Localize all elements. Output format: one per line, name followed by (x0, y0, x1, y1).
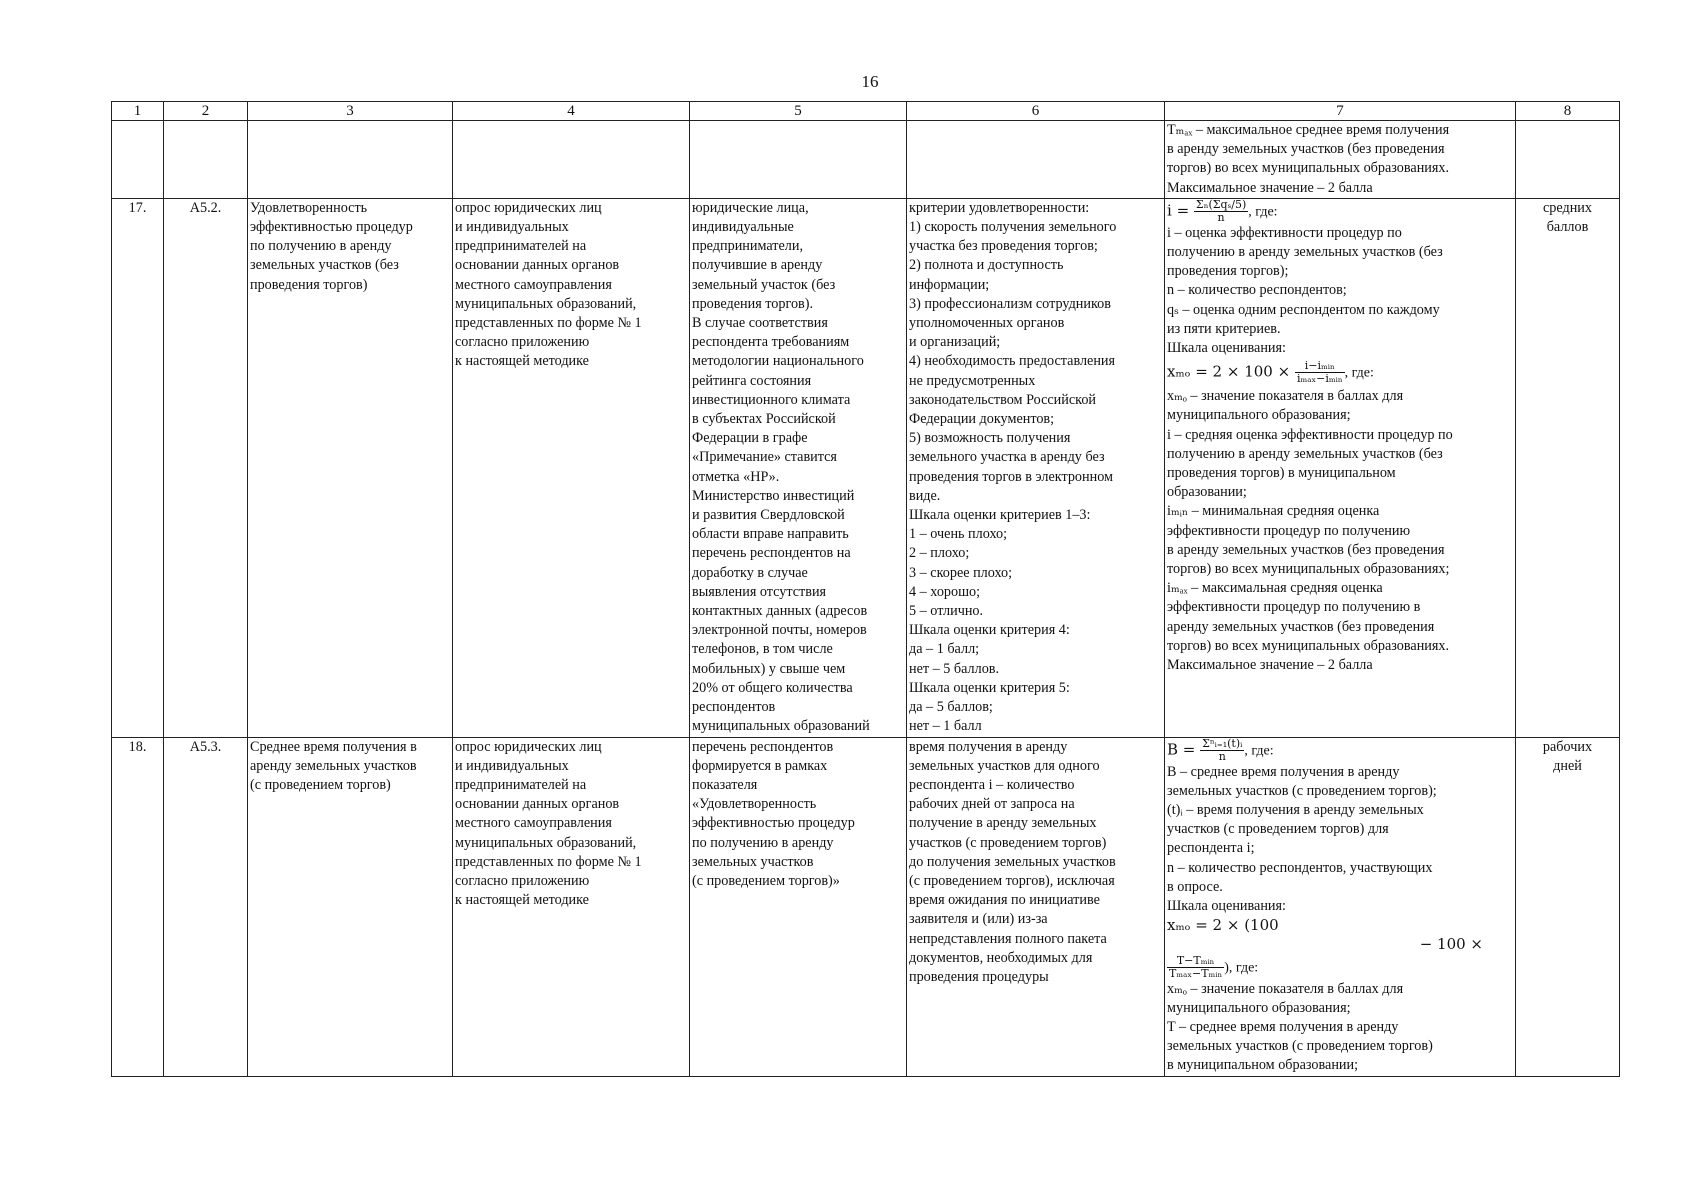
text-line: земельных участков (с проведением торгов); (1167, 782, 1437, 799)
text-line: земельных участков (692, 853, 814, 870)
text-line: документов, необходимых для (909, 949, 1093, 966)
text-line: к настоящей методике (455, 353, 589, 370)
text-line: основании данных органов (455, 257, 620, 274)
text-line: «Удовлетворенность (692, 796, 817, 813)
unit-line: баллов (1546, 219, 1589, 236)
column-number: 6 (907, 102, 1165, 121)
cell-method (453, 737, 690, 1076)
text-line: нет – 5 баллов. (909, 660, 1000, 677)
formula-lhs: i = (1167, 201, 1190, 220)
cell-unit (1516, 198, 1620, 737)
text-line: местного самоуправления (455, 815, 612, 832)
calc-description (1167, 980, 1513, 1076)
unit-line: дней (1553, 757, 1582, 774)
text-line: n – количество респондентов; (1167, 282, 1347, 299)
text-line: проведения торгов) (250, 276, 368, 293)
cell-empty (112, 121, 164, 199)
text-line: земельный участок (без (692, 276, 836, 293)
text-line: эффективности процедур по получению (1167, 522, 1411, 539)
text-line: аренду земельных участков (без проведения (1167, 618, 1435, 635)
formula-lhs: B = (1167, 740, 1196, 758)
text-line: Шкала оценивания: (1167, 340, 1286, 357)
formula-denominator: n (1218, 749, 1226, 763)
cell-empty (453, 121, 690, 199)
text-line: уполномоченных органов (909, 315, 1065, 332)
column-number: 3 (248, 102, 453, 121)
text-line: выявления отсутствия (692, 583, 827, 600)
text-line: эффективности процедур по получению в (1167, 599, 1421, 616)
text-line: Федерации документов; (909, 411, 1055, 428)
text-line: образовании; (1167, 484, 1247, 501)
text-line: земельных участков (с проведением торгов) (1167, 1038, 1433, 1055)
text-line: предпринимателей на (455, 776, 587, 793)
text-line: торгов) во всех муниципальных образованиях. (1167, 637, 1450, 654)
text-line: респондентов (692, 699, 776, 716)
unit-line: рабочих (1542, 738, 1593, 755)
text-line: формируется в рамках (692, 757, 828, 774)
text-line: 20% от общего количества (692, 679, 853, 696)
text-line: Максимальное значение – 2 балла (1167, 657, 1373, 674)
text-line: доработку в случае (692, 564, 808, 581)
formula-denominator: iₘₐₓ−iₘᵢₙ (1296, 372, 1343, 386)
column-number: 2 (164, 102, 248, 121)
text-line: да – 5 баллов; (909, 699, 993, 716)
text-line: Удовлетворенность (250, 199, 368, 216)
text-line: Шкала оценки критерия 5: (909, 679, 1070, 696)
cell-empty (248, 121, 453, 199)
text-line: согласно приложению (455, 872, 590, 889)
text-line: iₘₐₓ – максимальная средняя оценка (1167, 580, 1383, 597)
formula-numerator: Σₙ(Σqₛ/5) (1195, 197, 1247, 211)
text-line: проведения торгов); (1167, 263, 1289, 280)
page-number: 16 (861, 72, 879, 91)
formula-numerator: Σⁿᵢ₌₁(t)ᵢ (1202, 736, 1243, 750)
cell-code: А5.3. (164, 737, 248, 1076)
text-line: в аренду земельных участков (без проведения (1167, 141, 1445, 158)
text-line: Tₘₐₓ – максимальное среднее время получения (1167, 122, 1450, 138)
text-line: представленных по форме № 1 (455, 315, 642, 332)
text-line: телефонов, в том числе (692, 641, 833, 658)
text-line: n – количество респондентов, участвующих (1167, 859, 1433, 876)
text-line: методологии национального (692, 353, 864, 370)
text-line: эффективностью процедур (692, 815, 855, 832)
text-line: рабочих дней от запроса на (909, 796, 1075, 813)
text-line: и организаций; (909, 334, 1001, 351)
cell-method (453, 198, 690, 737)
text-line: i – средняя оценка эффективности процедур по (1167, 426, 1453, 443)
table-row-18 (112, 737, 1620, 1076)
text-line: T – среднее время получения в аренду (1167, 1018, 1399, 1035)
text-line: опрос юридических лиц (455, 738, 602, 755)
text-line: 1 – очень плохо; (909, 526, 1008, 543)
text-line: да – 1 балл; (909, 641, 980, 658)
table-row-continuation (112, 121, 1620, 199)
formula-fraction (1167, 955, 1224, 980)
text-line: участков (с проведением торгов) для (1167, 821, 1389, 838)
cell-calculation (1165, 737, 1516, 1076)
column-number: 8 (1516, 102, 1620, 121)
text-line: согласно приложению (455, 334, 590, 351)
text-line: получению в аренду земельных участков (без (1167, 445, 1443, 462)
text-line: qₛ – оценка одним респондентом по каждому (1167, 301, 1440, 318)
text-line: 4 – хорошо; (909, 583, 981, 600)
text-line: 2 – плохо; (909, 545, 970, 562)
cell-criteria (907, 198, 1165, 737)
text-line: не предусмотренных (909, 372, 1036, 389)
cell-subjects (690, 198, 907, 737)
text-line: земельных участков (без (250, 257, 399, 274)
text-line: рейтинга состояния (692, 372, 812, 389)
text-line: аренду земельных участков (250, 757, 417, 774)
text-line: муниципальных образований (692, 718, 870, 735)
text-line: xₘₒ – значение показателя в баллах для (1167, 388, 1404, 405)
text-line: респондента i – количество (909, 776, 1075, 793)
text-line: области вправе направить (692, 526, 849, 543)
text-line: проведения процедуры (909, 968, 1049, 985)
text-line: 1) скорость получения земельного (909, 219, 1117, 236)
text-line: нет – 1 балл (909, 718, 982, 735)
text-line: контактных данных (адресов (692, 603, 868, 620)
formula-tail: , где: (1344, 365, 1374, 381)
text-line: эффективностью процедур (250, 219, 413, 236)
text-line: «Примечание» ставится (692, 449, 837, 466)
formula-i (1167, 199, 1513, 224)
text-line: критерии удовлетворенности: (909, 199, 1090, 216)
text-line: Шкала оценки критерия 4: (909, 622, 1070, 639)
cell-calculation (1165, 198, 1516, 737)
text-line: показателя (692, 776, 758, 793)
text-line: муниципального образования; (1167, 407, 1351, 424)
text-line: к настоящей методике (455, 892, 589, 909)
text-line: получившие в аренду (692, 257, 823, 274)
text-line: виде. (909, 487, 941, 504)
column-number: 5 (690, 102, 907, 121)
text-line: B – среднее время получения в аренду (1167, 763, 1400, 780)
text-line: xₘₒ – значение показателя в баллах для (1167, 980, 1404, 997)
text-line: получение в аренду земельных (909, 815, 1097, 832)
calc-description (1167, 387, 1513, 675)
text-line: индивидуальные (692, 219, 794, 236)
column-number: 1 (112, 102, 164, 121)
cell-code: А5.2. (164, 198, 248, 737)
cell-row-number: 17. (112, 198, 164, 737)
text-line: время получения в аренду (909, 738, 1068, 755)
text-line: предприниматели, (692, 238, 804, 255)
formula-fraction (1194, 199, 1248, 224)
text-line: респондента i; (1167, 840, 1255, 857)
text-line: Максимальное значение – 2 балла (1167, 179, 1373, 196)
text-line: муниципальных образований, (455, 834, 637, 851)
formula-denominator: Tₘₐₓ−Tₘᵢₙ (1169, 966, 1223, 980)
cell-indicator-name (248, 198, 453, 737)
text-line: (t)ᵢ – время получения в аренду земельных (1167, 801, 1424, 818)
text-line: перечень респондентов на (692, 545, 851, 562)
text-line: представленных по форме № 1 (455, 853, 642, 870)
text-line: информации; (909, 276, 990, 293)
text-line: 3) профессионализм сотрудников (909, 295, 1111, 312)
text-line: в аренду земельных участков (без проведения (1167, 541, 1445, 558)
calc-description (1167, 224, 1513, 358)
text-line: и развития Свердловской (692, 507, 845, 524)
text-line: Шкала оценки критериев 1–3: (909, 507, 1091, 524)
text-line: торгов) во всех муниципальных образованиях; (1167, 561, 1450, 578)
text-line: основании данных органов (455, 796, 620, 813)
text-line: Министерство инвестиций (692, 487, 855, 504)
text-line: 5 – отлично. (909, 603, 984, 620)
text-line: (с проведением торгов) (250, 776, 391, 793)
text-line: 2) полнота и доступность (909, 257, 1064, 274)
calc-description (1167, 763, 1513, 917)
text-line: проведения торгов в электронном (909, 468, 1113, 485)
text-line: получению в аренду земельных участков (без (1167, 244, 1443, 261)
text-line: мобильных) у свыше чем (692, 660, 846, 677)
text-line: в опросе. (1167, 878, 1223, 895)
cell-unit (1516, 737, 1620, 1076)
cell-empty (164, 121, 248, 199)
text-line: 3 – скорее плохо; (909, 564, 1013, 581)
text-line: непредставления полного пакета (909, 930, 1107, 947)
text-line: и индивидуальных (455, 757, 569, 774)
text-line: Среднее время получения в (250, 738, 417, 755)
text-line: Шкала оценивания: (1167, 897, 1286, 914)
text-line: инвестиционного климата (692, 391, 851, 408)
text-line: до получения земельных участков (909, 853, 1116, 870)
column-number: 4 (453, 102, 690, 121)
cell-row-number: 18. (112, 737, 164, 1076)
text-line: отметка «НР». (692, 468, 780, 485)
text-line: торгов) во всех муниципальных образованиях. (1167, 160, 1450, 177)
formula-numerator: T−Tₘᵢₙ (1167, 955, 1224, 968)
text-line: юридические лица, (692, 199, 809, 216)
cell-criteria (907, 737, 1165, 1076)
column-number: 7 (1165, 102, 1516, 121)
formula-tail: , где: (1248, 204, 1278, 220)
text-line: В случае соответствия (692, 315, 828, 332)
text-line: заявителя и (или) из-за (909, 911, 1048, 928)
text-line: из пяти критериев. (1167, 320, 1281, 337)
formula-tail: ), где: (1224, 960, 1259, 976)
formula-line: xₘₒ = 2 × (100 (1167, 916, 1279, 935)
formula-xmo (1167, 916, 1513, 979)
unit-line: средних (1543, 199, 1592, 216)
cell-empty (1516, 121, 1620, 199)
text-line: в субъектах Российской (692, 411, 836, 428)
text-line: проведения торгов) в муниципальном (1167, 465, 1396, 482)
text-line: iₘᵢₙ – минимальная средняя оценка (1167, 503, 1380, 520)
text-line: земельного участка в аренду без (909, 449, 1105, 466)
indicators-table (111, 101, 1620, 1077)
text-line: по получению в аренду (250, 238, 392, 255)
formula-tail: , где: (1244, 743, 1274, 758)
cell-empty (690, 121, 907, 199)
text-line: и индивидуальных (455, 219, 569, 236)
formula-lhs: xₘₒ = 2 × 100 × (1167, 362, 1291, 381)
cell-subjects (690, 737, 907, 1076)
text-line: муниципального образования; (1167, 999, 1351, 1016)
formula-denominator: n (1217, 210, 1225, 224)
text-line: (с проведением торгов)» (692, 872, 840, 889)
text-line: 4) необходимость предоставления (909, 353, 1116, 370)
text-line: (с проведением торгов), исключая (909, 872, 1115, 889)
text-line: муниципальных образований, (455, 295, 637, 312)
cell-indicator-name (248, 737, 453, 1076)
cell-calculation (1165, 121, 1516, 199)
text-line: местного самоуправления (455, 276, 612, 293)
column-number-row (112, 102, 1620, 121)
text-line: предпринимателей на (455, 238, 587, 255)
text-line: земельных участков для одного (909, 757, 1100, 774)
cell-empty (907, 121, 1165, 199)
formula-numerator: i−iₘᵢₙ (1295, 360, 1345, 373)
text-line: опрос юридических лиц (455, 199, 602, 216)
text-line: проведения торгов). (692, 295, 814, 312)
text-line: 5) возможность получения (909, 430, 1071, 447)
text-line: респондента требованиям (692, 334, 850, 351)
formula-b (1167, 738, 1513, 763)
text-line: законодательством Российской (909, 391, 1097, 408)
text-line: участков (с проведением торгов) (909, 834, 1107, 851)
formula-xmo (1167, 360, 1513, 385)
text-line: электронной почты, номеров (692, 622, 867, 639)
text-line: по получению в аренду (692, 834, 834, 851)
text-line: i – оценка эффективности процедур по (1167, 224, 1402, 241)
text-line: в муниципальном образовании; (1167, 1057, 1359, 1074)
text-line: перечень респондентов (692, 738, 834, 755)
formula-fraction (1295, 360, 1345, 385)
text-line: Федерации в графе (692, 430, 808, 447)
text-line: время ожидания по инициативе (909, 892, 1100, 909)
formula-line: − 100 × (1419, 935, 1483, 954)
table-row-17 (112, 198, 1620, 737)
formula-fraction (1200, 738, 1244, 763)
text-line: участка без проведения торгов; (909, 238, 1098, 255)
